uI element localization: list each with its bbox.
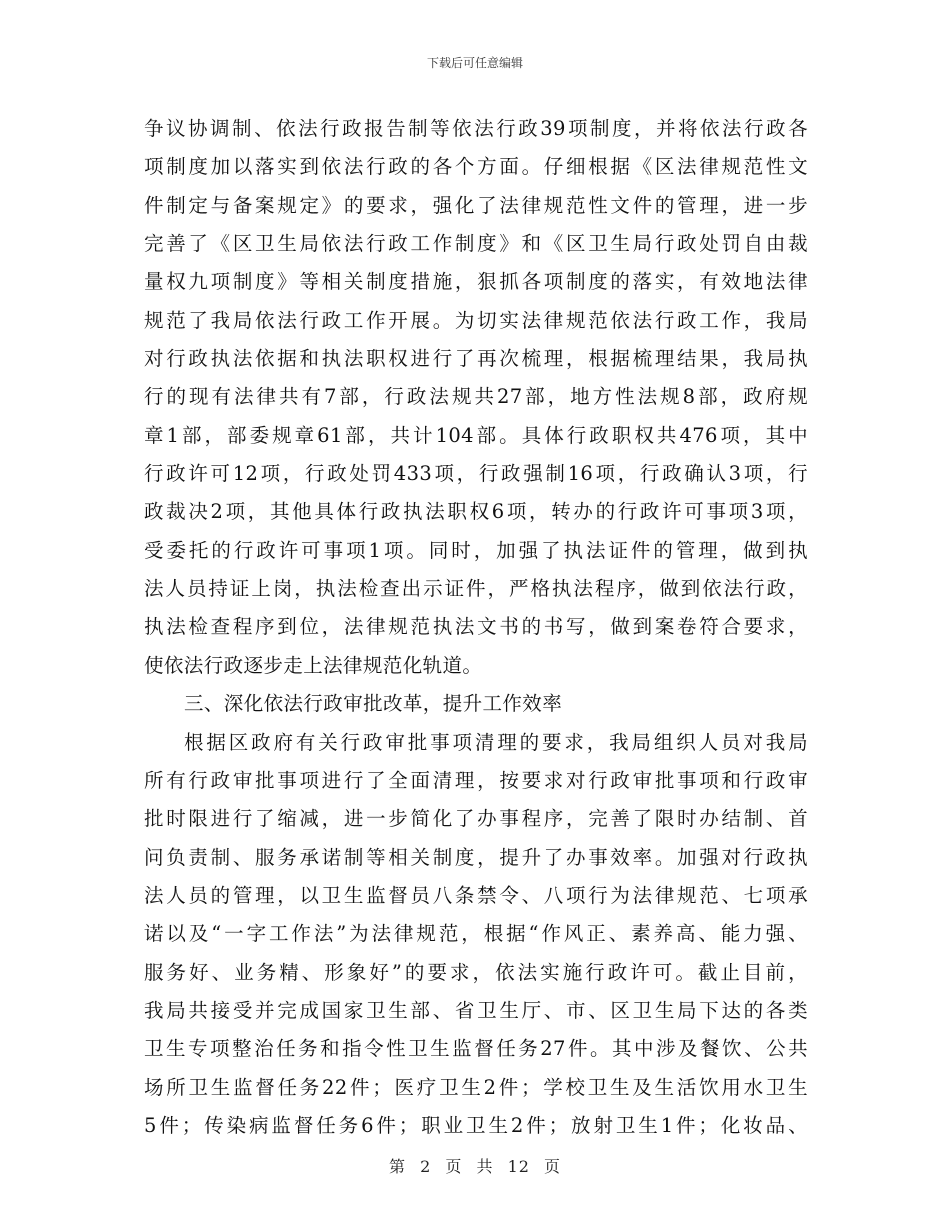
body-line: 根据区政府有关行政审批事项清理的要求，我局组织人员对我局: [184, 730, 808, 754]
page-header-note: 下载后可任意编辑: [426, 56, 523, 70]
body-line: 对行政执法依据和执法职权进行了再次梳理，根据梳理结果，我局执: [144, 347, 808, 371]
body-line: 诺以及“一字工作法”为法律规范，根据“作风正、素养高、能力强、: [144, 922, 808, 946]
body-line: 使依法行政逐步走上法律规范化轨道。: [144, 653, 483, 677]
body-line: 卫生专项整治任务和指令性卫生监督任务27件。其中涉及餐饮、公共: [144, 1037, 808, 1061]
body-line: 5件；传染病监督任务6件；职业卫生2件；放射卫生1件；化妆品、: [144, 1113, 808, 1137]
body-line: 问负责制、服务承诺制等相关制度，提升了办事效率。加强对行政执: [144, 845, 808, 869]
body-line: 行的现有法律共有7部，行政法规共27部，地方性法规8部，政府规: [144, 385, 808, 409]
section-heading: 三、深化依法行政审批改革，提升工作效率: [184, 692, 563, 716]
body-line: 法人员的管理，以卫生监督员八条禁令、八项行为法律规范、七项承: [144, 883, 808, 907]
body-line: 受委托的行政许可事项1项。同时，加强了执法证件的管理，做到执: [144, 538, 808, 562]
body-line: 服务好、业务精、形象好”的要求，依法实施行政许可。截止目前，: [144, 960, 808, 984]
body-line: 章1部，部委规章61部，共计104部。具体行政职权共476项，其中: [144, 423, 808, 447]
body-line: 规范了我局依法行政工作开展。为切实法律规范依法行政工作，我局: [144, 308, 808, 332]
body-line: 政裁决2项，其他具体行政执法职权6项，转办的行政许可事项3项，: [144, 500, 808, 524]
body-line: 量权九项制度》等相关制度措施，狠抓各项制度的落实，有效地法律: [144, 270, 808, 294]
page-label-suffix: 页: [544, 1157, 562, 1176]
body-line: 行政许可12项，行政处罚433项，行政强制16项，行政确认3项，行: [144, 462, 808, 486]
body-line: 项制度加以落实到依法行政的各个方面。仔细根据《区法律规范性文: [144, 155, 808, 179]
page-label-mid-2: 共: [476, 1157, 494, 1176]
body-line: 我局共接受并完成国家卫生部、省卫生厅、市、区卫生局下达的各类: [144, 998, 808, 1022]
body-line: 争议协调制、依法行政报告制等依法行政39项制度，并将依法行政各: [144, 117, 808, 140]
body-line: 场所卫生监督任务22件；医疗卫生2件；学校卫生及生活饮用水卫生: [144, 1075, 808, 1099]
body-line: 执法检查程序到位，法律规范执法文书的书写，做到案卷符合要求，: [144, 615, 808, 639]
page-label-prefix: 第: [388, 1157, 406, 1176]
total-pages-number: 12: [507, 1157, 530, 1176]
body-line: 批时限进行了缩减，进一步简化了办事程序，完善了限时办结制、首: [144, 807, 808, 831]
body-line: 法人员持证上岗，执法检查出示证件，严格执法程序，做到依法行政，: [144, 577, 808, 601]
body-line: 件制定与备案规定》的要求，强化了法律规范性文件的管理，进一步: [144, 193, 808, 217]
current-page-number: 2: [420, 1157, 432, 1176]
body-line: 所有行政审批事项进行了全面清理，按要求对行政审批事项和行政审: [144, 768, 808, 792]
document-body: [144, 110, 808, 1145]
page-label-mid-1: 页: [445, 1157, 463, 1176]
page-number: [0, 1154, 950, 1177]
body-line: 完善了《区卫生局依法行政工作制度》和《区卫生局行政处罚自由裁: [144, 232, 808, 256]
